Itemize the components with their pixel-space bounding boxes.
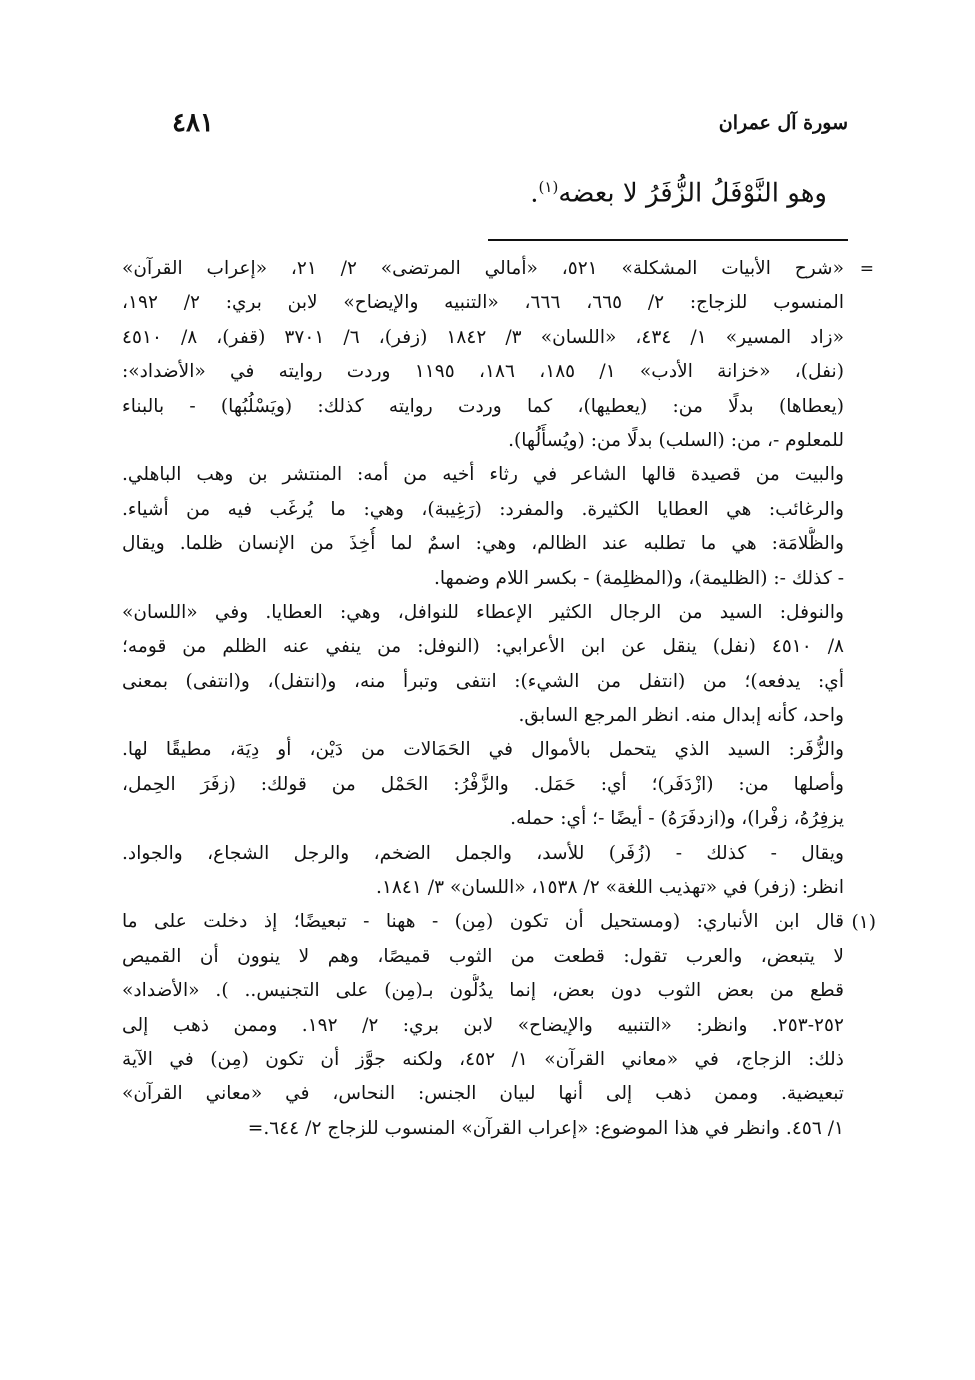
footnote-line: ٢٥٢-٢٥٣. وانظر: «التنبيه والإيضاح» لابن بري: ٢/ ١٩٢. وممن ذهب إلى — [122, 1014, 844, 1036]
footnote-line: للمعلوم -، من: (السلب) بدلًا من: (ويُسأَلُها). — [508, 429, 844, 451]
footnote-line: والزُّفَر: السيد الذي يتحمل بالأموال في الحَمَالات من دَيْن، أو دِيَة، مطيقًا لها. — [122, 739, 844, 761]
footnote-line: والرغائب: هي العطايا الكثيرة. والمفرد: (رَغِيبة)، وهي: ما يُرغَب فيه من أشياء. — [122, 498, 844, 520]
surah-title: سورة آل عمران — [718, 112, 848, 134]
footnote-line: قال ابن الأنباري: (ومستحيل أن تكون (مِن) - ههنا - تبعيضًا؛ إذ دخلت على ما — [122, 911, 844, 933]
footnote-line: لا يتبعض، والعرب تقول: قطعت من الثوب قميصًا، وهم لا ينوون أن القميص — [122, 945, 844, 967]
footnote-reference: (١) — [538, 178, 559, 196]
verse-end: . — [530, 178, 539, 209]
page-number: ٤٨١ — [172, 108, 214, 138]
continuation-mark: = — [859, 259, 874, 279]
footnote-line: ١/ ٤٥٦. وانظر في هذا الموضوع: «إعراب القرآن» المنسوب للزجاج ٢/ ٦٤٤.= — [247, 1117, 844, 1139]
verse-text: وهو النَّوْفَلُ الزُّفَرُ لا بعضه — [558, 178, 827, 209]
footnote-line: واحد، كأنه إبدال منه. انظر المرجع السابق. — [518, 705, 844, 727]
footnote-line: ٨/ ٤٥١٠ (نفل) ينقل عن ابن الأعرابي: (النوفل: من ينفي عنه الظلم من قومه؛ — [122, 636, 844, 658]
footnotes — [122, 252, 876, 1146]
footnote-line: - كذلك -: (الظليمة)، و(المظلِمة) - بكسر اللام وضمها. — [433, 567, 844, 589]
footnote-line: المنسوب للزجاج: ٢/ ٦٦٥، ٦٦٦، «التنبيه والإيضاح» لابن بري: ٢/ ١٩٢، — [122, 292, 844, 314]
footnote-line: «زاد المسير» ١/ ٤٣٤، «اللسان» ٣/ ١٨٤٢ (زفر)، ٦/ ٣٧٠١ (قفر)، ٨/ ٤٥١٠ — [122, 326, 844, 348]
footnote-line: والظُّلامَة: هي ما تطلبه عند الظالم، وهي: اسمٌ لما أُخِذَ من الإنسان ظلما. ويقال — [122, 533, 844, 555]
footnote-line: «شرح الأبيات المشكلة» ٥٢١، «أمالي المرتضى» ٢/ ٢١، «إعراب القرآن» — [122, 258, 844, 279]
footnote-number: (١) — [851, 911, 876, 933]
footnote-line: (نفل)، «خزانة الأدب» ١/ ١٨٥، ١٨٦، ١١٩٥ وردت روايته في «الأضداد»: — [122, 361, 844, 383]
footnote-line: (يعطاها) بدلًا من: (يعطيها)، كما وردت روايته كذلك: (ويَسْلُبُها) - بالبناء — [122, 395, 844, 417]
footnote-line: ذلك: الزجاج، في «معاني القرآن» ١/ ٤٥٢، ولكنه جوَّز أن تكون (مِن) في الآية — [122, 1048, 844, 1070]
footnote-line: أي: يدفعه)؛ من (انتفل من الشيء): انتفى وتبرأ منه، و(انتفل)، و(انتفى) بمعنى — [122, 670, 844, 692]
footnote-line: يزفِرُهُ، زفْرا)، و(ازدفَرَهُ) - أيضًا -؛ أي: حمله. — [510, 808, 844, 830]
footnote-line: والبيت من قصيدة قالها الشاعر في رثاء أخيه من أمه: المنتشر بن وهب الباهلي. — [122, 464, 844, 486]
page-header — [140, 108, 848, 148]
footnote-line: انظر: (زفر) في «تهذيب اللغة» ٢/ ١٥٣٨، «اللسان» ٣/ ١٨٤١. — [376, 877, 844, 899]
footnote-line: والنوفل: السيد من الرجال الكثير الإعطاء للنوافل، وهي: العطايا. وفي «اللسان» — [122, 601, 844, 623]
footnote-line: ويقال - كذلك - (زُفَر) للأسد، والجمل الضخم، والرجل الشجاع، والجواد. — [122, 842, 844, 864]
footnote-separator — [488, 239, 848, 241]
footnote-line: وأصلها من: (ازْدَفَر)؛ أي: حَمَل. والزَّفْرُ: الحَمْل من قولك: (زفَرَ الحِمل، — [122, 773, 844, 795]
footnote-line: قطع من بعض الثوب دون بعض، إنما يدُلُّون بـ(مِن) على التجنيس.. ). «الأضداد» — [122, 980, 844, 1002]
footnote-line: تبعيضية. وممن ذهب إلى أنها لبيان الجنس: النحاس، في «معاني القرآن» — [122, 1083, 844, 1105]
verse-line — [530, 178, 827, 209]
